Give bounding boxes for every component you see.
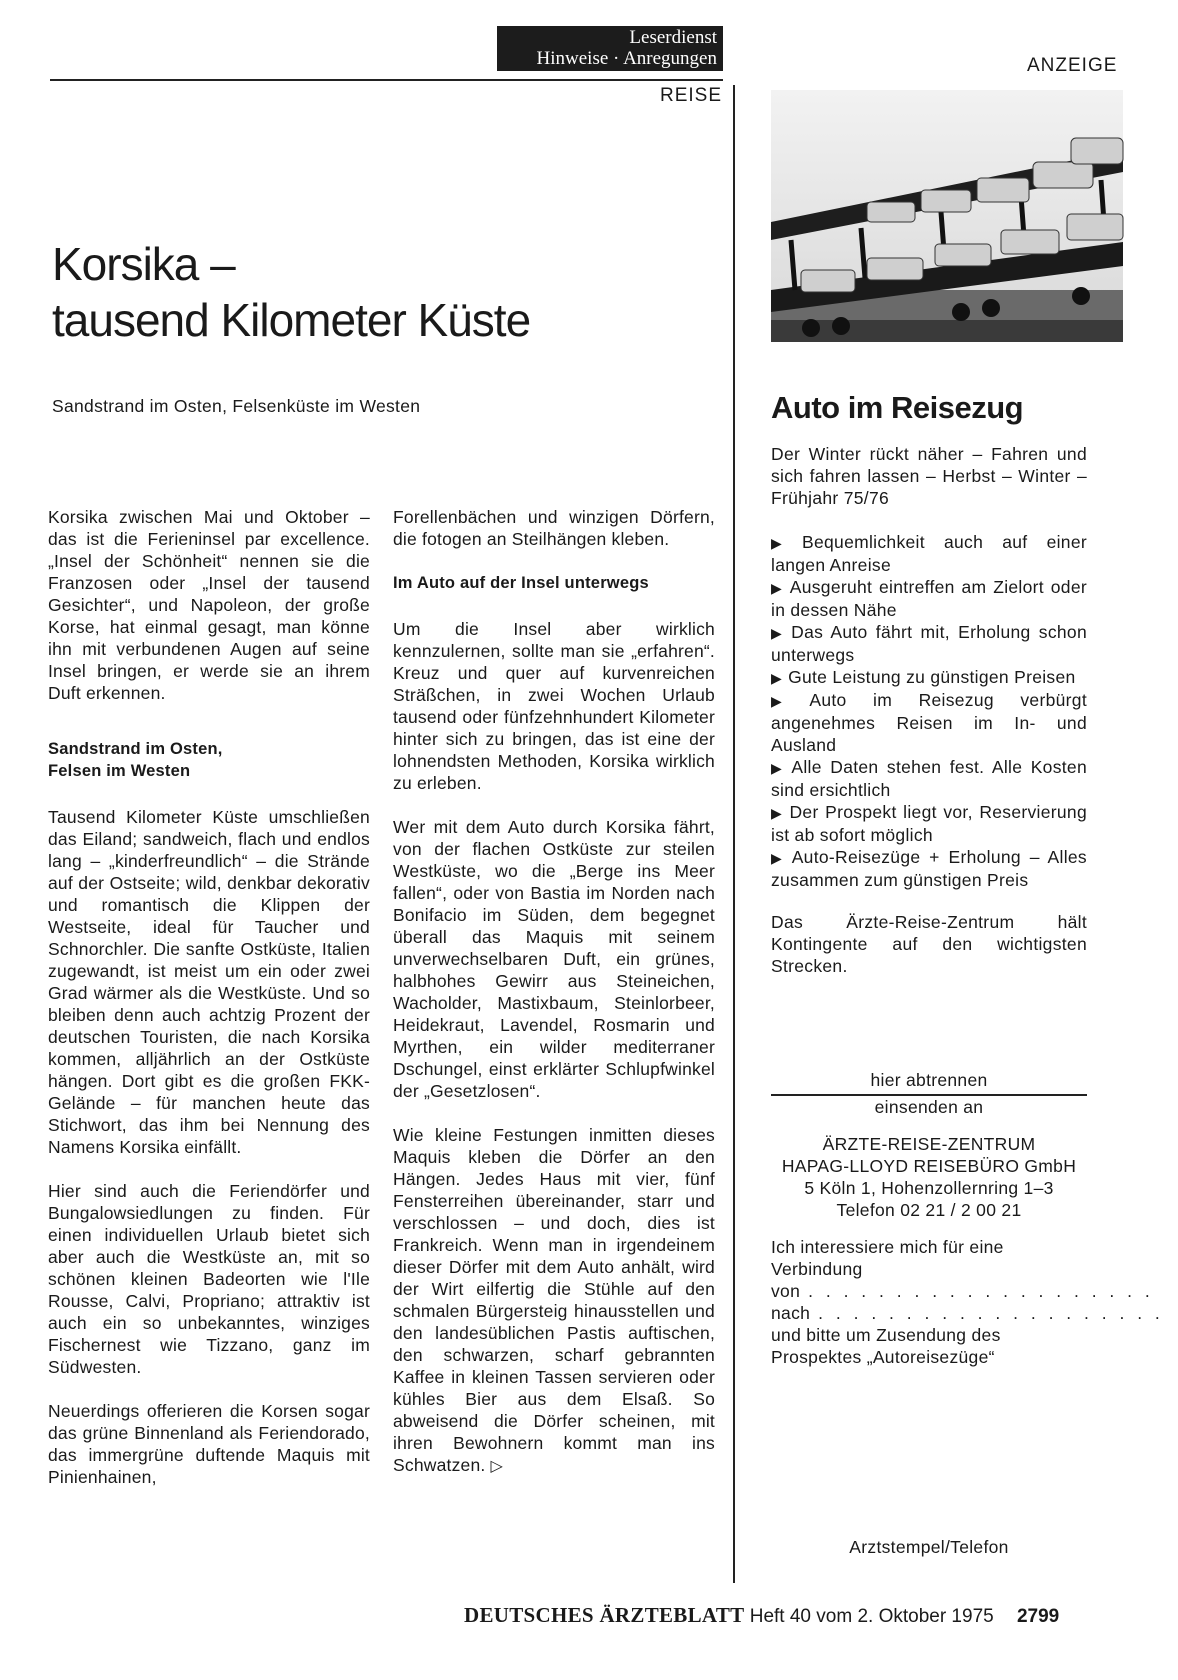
- ad-contingent: Das Ärzte-Reise-Zentrum hält Kontingente auf den wichtigsten Strecken.: [771, 912, 1087, 976]
- ad-bullet: [771, 689, 1087, 756]
- to-label: nach: [771, 1303, 811, 1323]
- title-line-1: Korsika –: [52, 238, 235, 290]
- bullet-triangle-icon: ▶: [771, 625, 786, 641]
- ad-bullet: [771, 621, 1087, 666]
- continue-arrow-icon: ▷: [490, 1458, 504, 1475]
- address-line: 5 Köln 1, Hohenzollernring 1–3: [804, 1178, 1054, 1198]
- ad-bullet: [771, 756, 1087, 801]
- bullet-text: Auto im Reisezug verbürgt angenehmes Reisen im In- und Ausland: [771, 690, 1087, 755]
- bullet-triangle-icon: ▶: [771, 670, 783, 686]
- section-label: REISE: [660, 85, 723, 106]
- title-line-2: tausend Kilometer Küste: [52, 294, 531, 346]
- article-column-1: [48, 506, 370, 1510]
- ad-bullet: [771, 801, 1087, 846]
- from-field[interactable]: [771, 1280, 1154, 1302]
- cut-here-label: hier abtrennen: [870, 1070, 988, 1090]
- leserdienst-label: Leserdienst: [629, 27, 717, 48]
- article-subtitle: Sandstrand im Osten, Felsenküste im Westen: [52, 396, 421, 416]
- ad-bullet: [771, 576, 1087, 621]
- request-text: und bitte um Zusendung des Prospektes „Autoreisezüge“: [771, 1325, 1001, 1367]
- ad-intro: Der Winter rückt näher – Fahren und sich fahren lassen – Herbst – Winter – Frühjahr 75/76: [771, 444, 1087, 508]
- bullet-triangle-icon: ▶: [771, 693, 804, 709]
- address-block: [760, 1133, 1098, 1221]
- magazine-name: DEUTSCHES ÄRZTEBLATT: [464, 1603, 745, 1627]
- bullet-text: Alle Daten stehen fest. Alle Kosten sind ersichtlich: [771, 757, 1087, 800]
- page-number: 2799: [1016, 1606, 1060, 1627]
- from-label: von: [771, 1281, 801, 1301]
- ad-body: [771, 443, 1087, 977]
- section-heading: [48, 738, 370, 782]
- hinweise-label: Hinweise · Anregungen: [536, 48, 717, 69]
- bullet-triangle-icon: ▶: [771, 805, 784, 821]
- leserdienst-box: [497, 26, 723, 71]
- bullet-text: Der Prospekt liegt vor, Reservierung ist ab sofort möglich: [771, 802, 1087, 845]
- article-column-2: [393, 506, 715, 1500]
- paragraph: [393, 1124, 715, 1478]
- address-line: ÄRZTE-REISE-ZENTRUM: [822, 1134, 1036, 1154]
- address-phone: Telefon 02 21 / 2 00 21: [836, 1200, 1022, 1220]
- bullet-text: Ausgeruht eintreffen am Zielort oder in dessen Nähe: [771, 577, 1087, 620]
- anzeige-label: ANZEIGE: [1027, 55, 1118, 76]
- bullet-triangle-icon: ▶: [771, 760, 786, 776]
- bullet-triangle-icon: ▶: [771, 850, 786, 866]
- paragraph: Wer mit dem Auto durch Korsika fährt, von der flachen Ostküste zur steilen Westküste, wo die „Berge ins Meer fallen“, oder von Bastia im Norden nach Bonifacio im Süden, dem begegnet überall das Maquis mit seinem unverwechselbaren Duft, ein grünes, halbhohes Gewirr aus Steineichen, Wacholder, Mastixbaum, Steinlorbeer, Heidekraut, Lavendel, Rosmarin und Myrthen, ein wilder mediterraner Dschungel, einst erklärter Schlupfwinkel der „Gesetzlosen“.: [393, 817, 715, 1101]
- paragraph: Forellenbächen und winzigen Dörfern, die fotogen an Steilhängen kleben.: [393, 507, 715, 549]
- section-heading: Im Auto auf der Insel unterwegs: [393, 574, 649, 592]
- paragraph: Hier sind auch die Feriendörfer und Bungalowsiedlungen zu finden. Für einen individuellen Urlaub bietet sich aber auch die Westküste an, mit so schönen kleinen Badeorten wie l'Ile Rousse, Calvi, Propriano; attraktiv ist auch ein so unbekanntes, winziges Fischernest wie Tizzano, ganz im Südwesten.: [48, 1181, 370, 1377]
- issue-info: Heft 40 vom 2. Oktober 1975: [749, 1606, 994, 1627]
- paragraph: Neuerdings offerieren die Korsen sogar das grüne Binnenland als Feriendorado, das immergrüne duftende Maquis mit Pinienhainen,: [48, 1401, 370, 1487]
- heading-line-2: Felsen im Westen: [48, 762, 191, 780]
- cut-line[interactable]: [771, 1094, 1087, 1096]
- bullet-text: Auto-Reisezüge + Erholung – Alles zusammen zum günstigen Preis: [771, 847, 1087, 890]
- stamp-label: Arztstempel/Telefon: [849, 1537, 1009, 1557]
- order-form: [771, 1236, 1164, 1368]
- paragraph: Tausend Kilometer Küste umschließen das Eiland; sandweich, flach und endlos lang – „kinderfreundlich“ – die Strände auf der Ostseite; wild, denkbar dekorativ und romantisch die Klippen der Westseite, ideal für Taucher und Schnorchler. Die sanfte Ostküste, Italien zugewandt, ist meist um ein oder zwei Grad wärmer als die Westküste. Und so bleiben denn auch achtzig Prozent der deutschen Touristen, die nach Korsika kommen, alljährlich an der Ostküste hängen. Dort gibt es die großen FKK-Gelände – für manchen heute das Stichwort, das ihm bei Nennung des Namens Korsika einfällt.: [48, 807, 370, 1157]
- car-train-photo: [771, 90, 1123, 342]
- heading-line-1: Sandstrand im Osten,: [48, 740, 223, 758]
- interest-text: Ich interessiere mich für eine Verbindung: [771, 1237, 1004, 1279]
- bullet-text: Bequemlichkeit auch auf einer langen Anreise: [771, 532, 1087, 575]
- bullet-text: Gute Leistung zu günstigen Preisen: [788, 667, 1076, 687]
- column-divider: [733, 85, 735, 1583]
- to-dotted-line[interactable]: . . . . . . . . . . . . . . . . . . . .: [818, 1303, 1164, 1323]
- bullet-triangle-icon: ▶: [771, 580, 784, 596]
- to-field[interactable]: [771, 1302, 1164, 1324]
- address-line: HAPAG-LLOYD REISEBÜRO GmbH: [781, 1156, 1077, 1176]
- ad-bullet: [771, 531, 1087, 576]
- article-title: [52, 236, 530, 348]
- from-dotted-line[interactable]: . . . . . . . . . . . . . . . . . . . .: [808, 1281, 1154, 1301]
- send-to-label: einsenden an: [874, 1097, 984, 1117]
- paragraph: Korsika zwischen Mai und Oktober – das ist die Ferieninsel par excellence. „Insel der Schönheit“ nennen sie die Franzosen oder „Insel der tausend Gesichter“, und Napoleon, der große Korse, hat einmal gesagt, man könne ihn mit verbundenen Augen auf seine Insel bringen, er werde sie an ihrem Duft erkennen.: [48, 507, 370, 703]
- bullet-triangle-icon: ▶: [771, 535, 797, 551]
- paragraph-text: Wie kleine Festungen inmitten dieses Maquis kleben die Dörfer an den Hängen. Jedes Haus mit vier, fünf Fensterreihen übereinander, starr und verschlossen – und doch, dies ist Frankreich. Wenn man in irgendeinem dieser Dörfer mit dem Auto anhält, wird der Wirt eilfertig die Stühle auf den schmalen Bürgersteig hinausstellen und den landesüblichen Pastis auftischen, den schwarzen, scharf gebrannten Kaffee in kleinen Tassen servieren oder kühles Bier aus dem Elsaß. So abweisend die Dörfer scheinen, mit ihren Bewohnern kommt man ins Schwatzen.: [393, 1125, 715, 1475]
- ad-title: Auto im Reisezug: [771, 390, 1024, 425]
- ad-bullet: [771, 846, 1087, 891]
- top-rule: [50, 79, 723, 81]
- ad-bullet: [771, 666, 1087, 689]
- bullet-text: Das Auto fährt mit, Erholung schon unterwegs: [771, 622, 1087, 665]
- paragraph: Um die Insel aber wirklich kennzulernen, sollte man sie „erfahren“. Kreuz und quer auf kurvenreichen Sträßchen, in zwei Wochen Urlaub tausend oder fünfzehnhundert Kilometer hinter sich zu bringen, das ist eine der lohnendsten Methoden, Korsika wirklich zu erleben.: [393, 619, 715, 793]
- page-footer: [464, 1603, 1059, 1628]
